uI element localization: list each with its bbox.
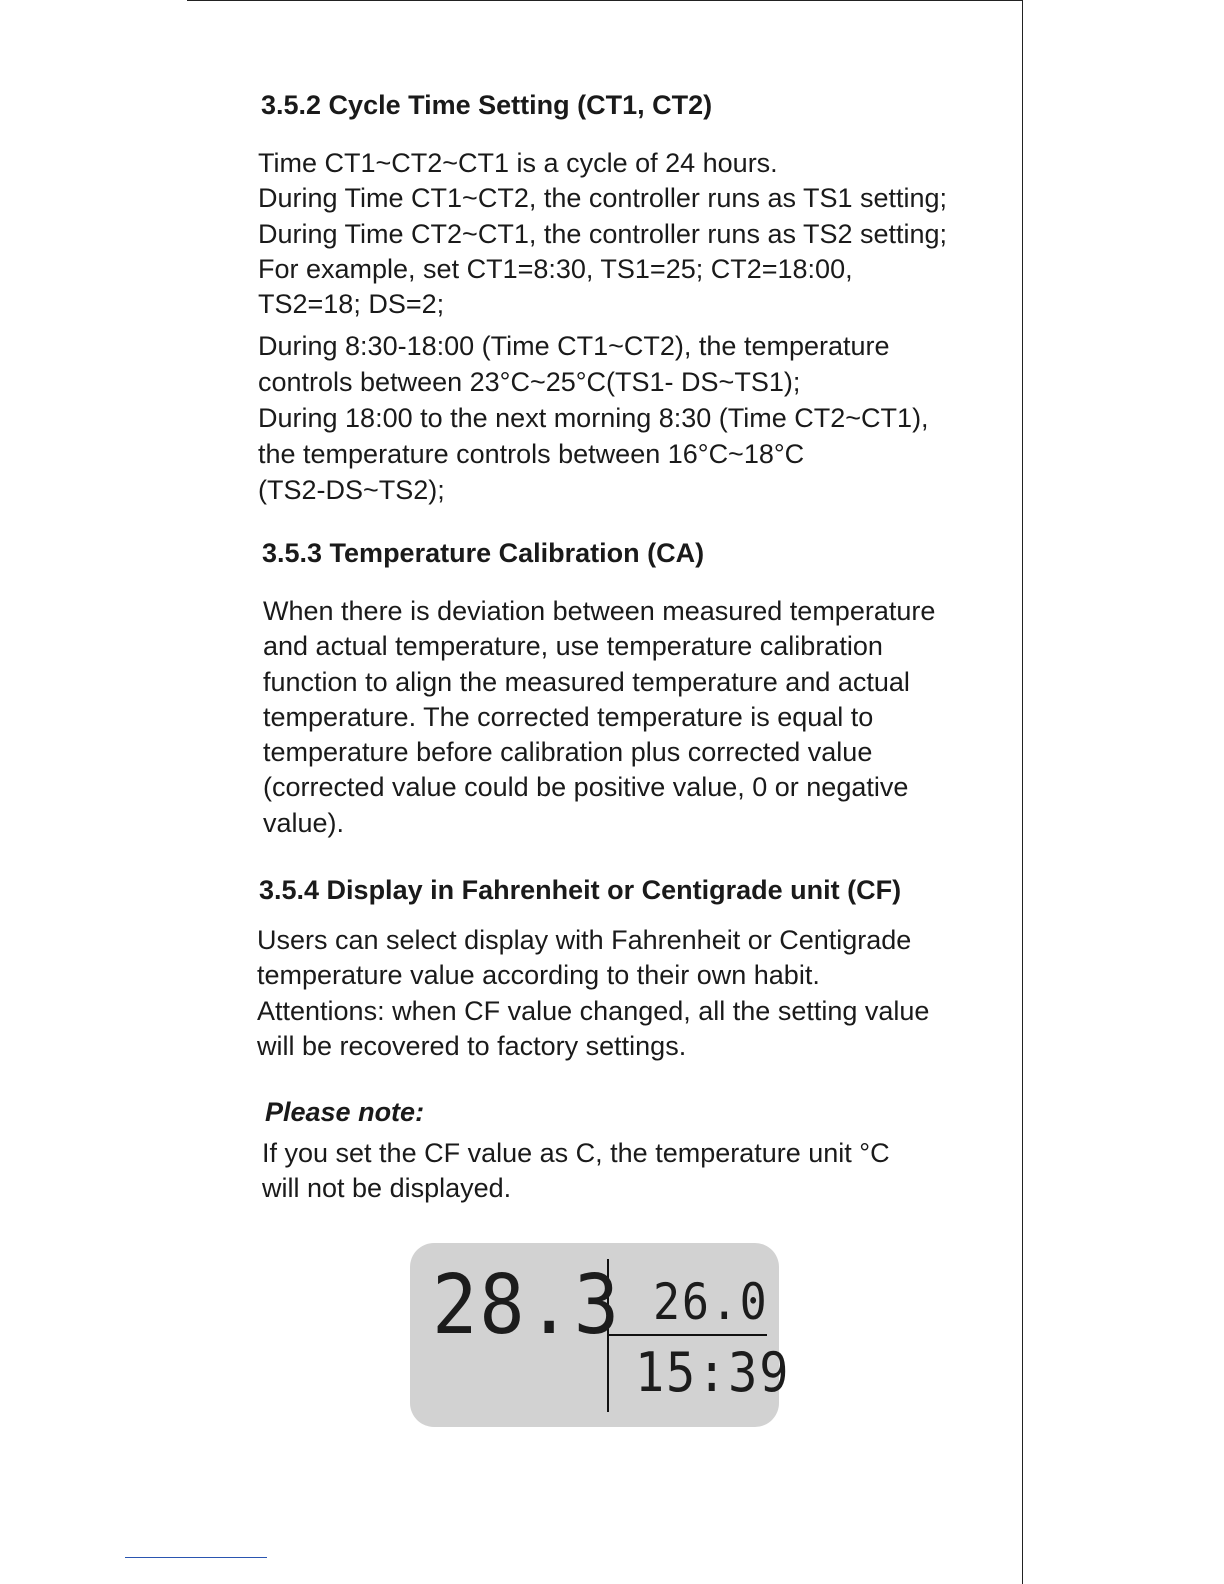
heading-display-unit: 3.5.4 Display in Fahrenheit or Centigrade unit (CF) (259, 875, 902, 905)
text-line: temperature value according to their own habit. (257, 960, 820, 991)
text-line: function to align the measured temperature and actual (263, 666, 910, 697)
text-line: For example, set CT1=8:30, TS1=25; CT2=18:00, (258, 253, 853, 284)
display-unit-description (257, 923, 929, 1064)
note-title: Please note: (265, 1097, 425, 1127)
calibration-description (263, 594, 935, 841)
text-line: will be recovered to factory settings. (257, 1030, 687, 1061)
text-line: controls between 23°C~25°C(TS1- DS~TS1); (258, 367, 801, 397)
text-line: TS2=18; DS=2; (258, 289, 445, 320)
text-line: Attentions: when CF value changed, all the setting value (257, 995, 930, 1026)
text-line: During 18:00 to the next morning 8:30 (Time CT2~CT1), (258, 403, 929, 433)
text-line: the temperature controls between 16°C~18°C (258, 439, 805, 469)
lcd-current-temperature: 28.3 (432, 1258, 622, 1353)
heading-temperature-calibration: 3.5.3 Temperature Calibration (CA) (262, 538, 705, 568)
text-line: and actual temperature, use temperature calibration (263, 631, 883, 662)
right-border-line (1022, 0, 1023, 1584)
text-line: will not be displayed. (262, 1173, 512, 1204)
lcd-display-panel (410, 1243, 791, 1427)
text-line: During 8:30-18:00 (Time CT1~CT2), the temperature (258, 331, 890, 361)
heading-cycle-time-setting: 3.5.2 Cycle Time Setting (CT1, CT2) (261, 90, 713, 120)
text-line: temperature before calibration plus corrected value (263, 737, 873, 768)
footnote-rule (125, 1557, 267, 1558)
text-line: When there is deviation between measured temperature (263, 596, 936, 626)
text-line: During Time CT2~CT1, the controller runs as TS2 setting; (258, 218, 948, 249)
lcd-clock-time: 15:39 (635, 1341, 791, 1404)
lcd-set-temperature: 26.0 (653, 1273, 769, 1331)
text-line: Time CT1~CT2~CT1 is a cycle of 24 hours. (258, 148, 778, 178)
cycle-time-description (258, 146, 947, 322)
text-line: During Time CT1~CT2, the controller runs as TS1 setting; (258, 183, 948, 214)
lcd-horizontal-divider (607, 1334, 767, 1336)
text-line: value). (263, 807, 345, 838)
text-line: (corrected value could be positive value, 0 or negative (263, 772, 909, 803)
note-text (262, 1136, 890, 1207)
text-line: Users can select display with Fahrenheit or Centigrade (257, 925, 912, 955)
text-line: temperature. The corrected temperature is equal to (263, 701, 874, 732)
text-line: If you set the CF value as C, the temperature unit °C (262, 1138, 890, 1168)
cycle-time-example (258, 328, 929, 508)
top-border-line (187, 0, 1023, 1)
text-line: (TS2-DS~TS2); (258, 475, 445, 505)
